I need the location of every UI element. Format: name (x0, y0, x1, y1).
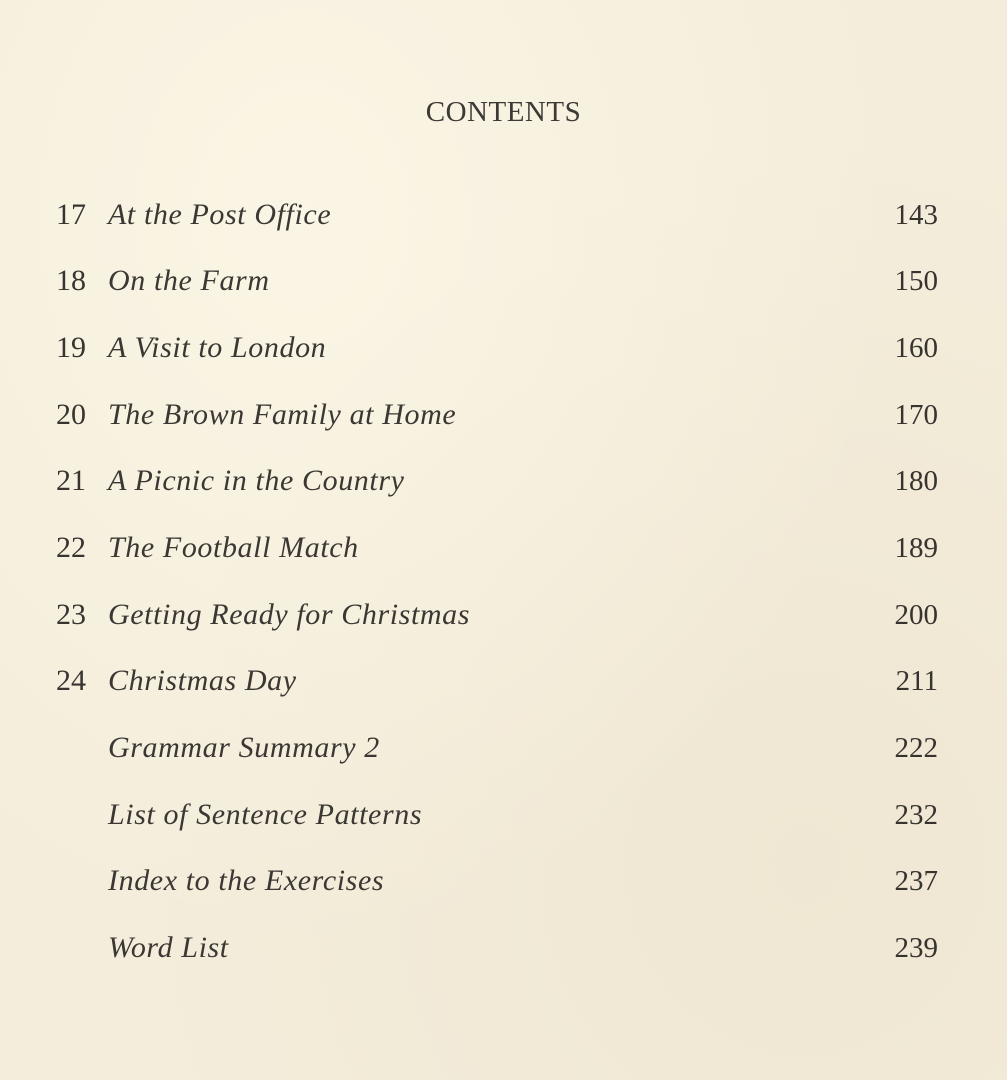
page-number: 232 (894, 799, 938, 831)
chapter-title: At the Post Office (108, 198, 332, 231)
chapter-title: A Visit to London (108, 331, 327, 364)
page-number: 222 (894, 732, 938, 764)
toc-entry (0, 323, 1007, 373)
toc-entry (0, 190, 1007, 240)
chapter-title: On the Farm (108, 264, 270, 297)
chapter-title: List of Sentence Patterns (108, 798, 423, 831)
chapter-number: 24 (56, 664, 86, 697)
chapter-number: 23 (56, 598, 86, 631)
toc-entry (0, 923, 1007, 973)
page-number: 200 (894, 599, 938, 631)
chapter-title: Grammar Summary 2 (108, 731, 380, 764)
chapter-number: 20 (56, 398, 86, 431)
chapter-number: 17 (56, 198, 86, 231)
toc-entry (0, 590, 1007, 640)
page-number: 211 (895, 665, 938, 697)
chapter-title: The Brown Family at Home (108, 398, 457, 431)
chapter-title: Index to the Exercises (108, 864, 385, 897)
page-number: 143 (894, 199, 938, 231)
page-number: 189 (894, 532, 938, 564)
chapter-number: 18 (56, 264, 86, 297)
toc-entry (0, 656, 1007, 706)
page-title: CONTENTS (425, 96, 582, 128)
toc-entry (0, 523, 1007, 573)
page-number: 160 (894, 332, 938, 364)
page-number: 150 (894, 265, 938, 297)
page-number: 239 (894, 932, 938, 964)
chapter-title: The Football Match (108, 531, 359, 564)
chapter-title: Christmas Day (108, 664, 297, 697)
chapter-number: 22 (56, 531, 86, 564)
chapter-number: 21 (56, 464, 86, 497)
chapter-title: Word List (108, 931, 229, 964)
toc-entry (0, 723, 1007, 773)
page-number: 180 (894, 465, 938, 497)
toc-entry (0, 856, 1007, 906)
chapter-title: A Picnic in the Country (108, 464, 405, 497)
toc-entry (0, 390, 1007, 440)
chapter-number: 19 (56, 331, 86, 364)
toc-entry (0, 790, 1007, 840)
chapter-title: Getting Ready for Christmas (108, 598, 471, 631)
page-number: 170 (894, 399, 938, 431)
toc-entry (0, 456, 1007, 506)
page-number: 237 (894, 865, 938, 897)
toc-entry (0, 256, 1007, 306)
